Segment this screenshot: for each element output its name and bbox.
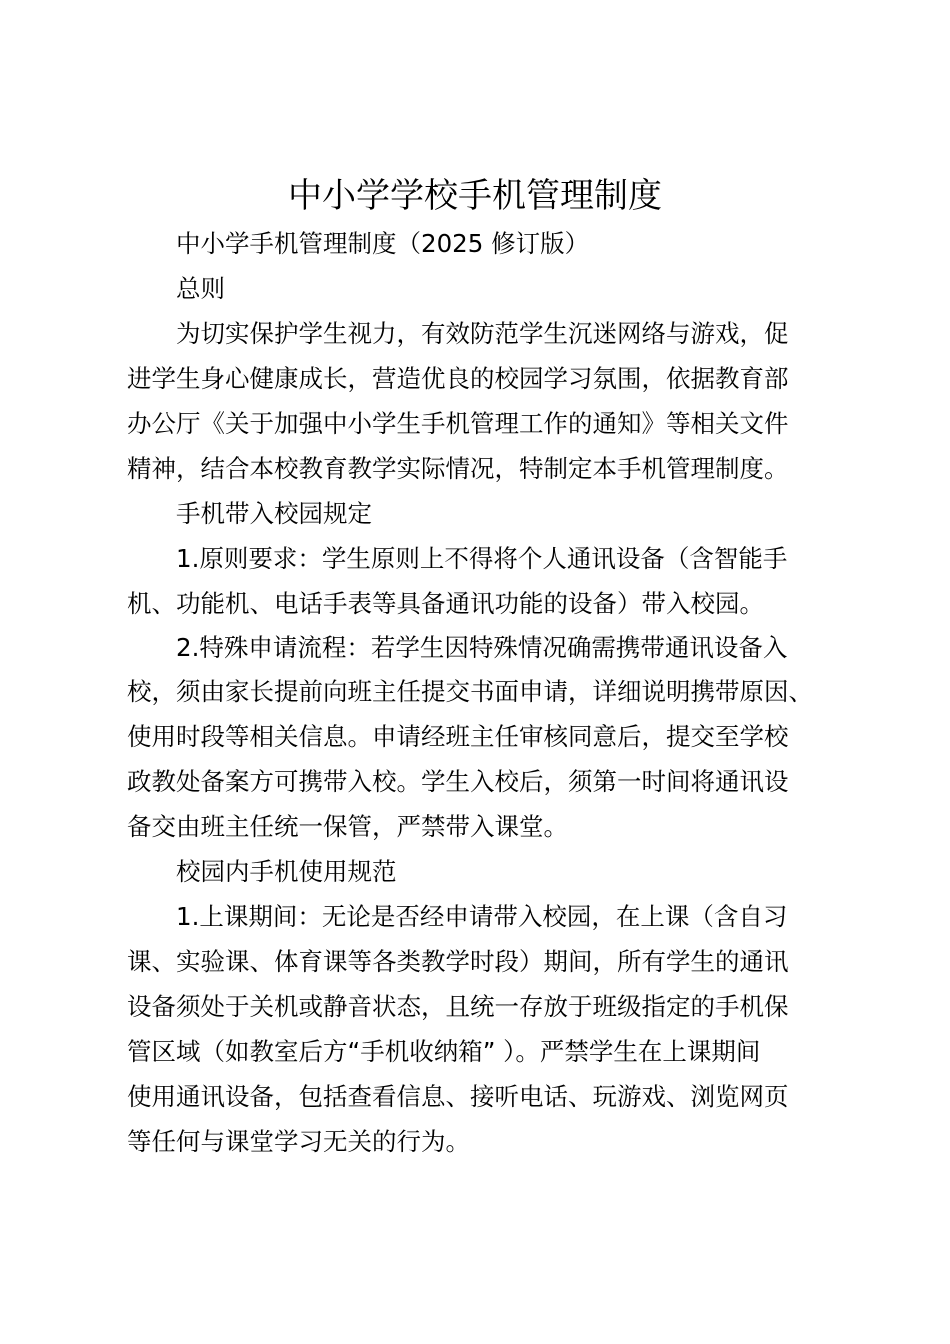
paragraph-line: 机、功能机、电话手表等具备通讯功能的设备）带入校园。 bbox=[127, 589, 764, 618]
paragraph-line: 为切实保护学生视力，有效防范学生沉迷网络与游戏，促 bbox=[176, 319, 789, 348]
document-subtitle: 中小学手机管理制度（2025 修订版） bbox=[176, 229, 590, 258]
paragraph-line: 2.特殊申请流程：若学生因特殊情况确需携带通讯设备入 bbox=[176, 633, 788, 662]
section-heading-bringing-phones: 手机带入校园规定 bbox=[176, 499, 372, 528]
paragraph-line: 使用时段等相关信息。申请经班主任审核同意后，提交至学校 bbox=[127, 722, 789, 751]
paragraph-line: 等任何与课堂学习无关的行为。 bbox=[127, 1127, 470, 1156]
paragraph-line: 办公厅《关于加强中小学生手机管理工作的通知》等相关文件 bbox=[127, 409, 789, 438]
section-heading-general: 总则 bbox=[176, 274, 225, 303]
paragraph-line: 1.原则要求：学生原则上不得将个人通讯设备（含智能手 bbox=[176, 544, 788, 573]
paragraph-line: 进学生身心健康成长，营造优良的校园学习氛围，依据教育部 bbox=[127, 364, 789, 393]
paragraph-line: 精神，结合本校教育教学实际情况，特制定本手机管理制度。 bbox=[127, 454, 789, 483]
paragraph-line: 使用通讯设备，包括查看信息、接听电话、玩游戏、浏览网页 bbox=[127, 1082, 789, 1111]
paragraph-line: 设备须处于关机或静音状态，且统一存放于班级指定的手机保 bbox=[127, 992, 789, 1021]
paragraph-line: 课、实验课、体育课等各类教学时段）期间，所有学生的通讯 bbox=[127, 947, 789, 976]
paragraph-line: 1.上课期间：无论是否经申请带入校园，在上课（含自习 bbox=[176, 902, 788, 931]
paragraph-line: 备交由班主任统一保管，严禁带入课堂。 bbox=[127, 812, 568, 841]
paragraph-line: 校，须由家长提前向班主任提交书面申请，详细说明携带原因、 bbox=[127, 677, 813, 706]
section-heading-usage-rules: 校园内手机使用规范 bbox=[176, 857, 397, 886]
paragraph-line: 管区域（如教室后方“手机收纳箱” ）。严禁学生在上课期间 bbox=[127, 1037, 761, 1066]
document-title: 中小学学校手机管理制度 bbox=[288, 176, 662, 216]
paragraph-line: 政教处备案方可携带入校。学生入校后，须第一时间将通讯设 bbox=[127, 767, 789, 796]
